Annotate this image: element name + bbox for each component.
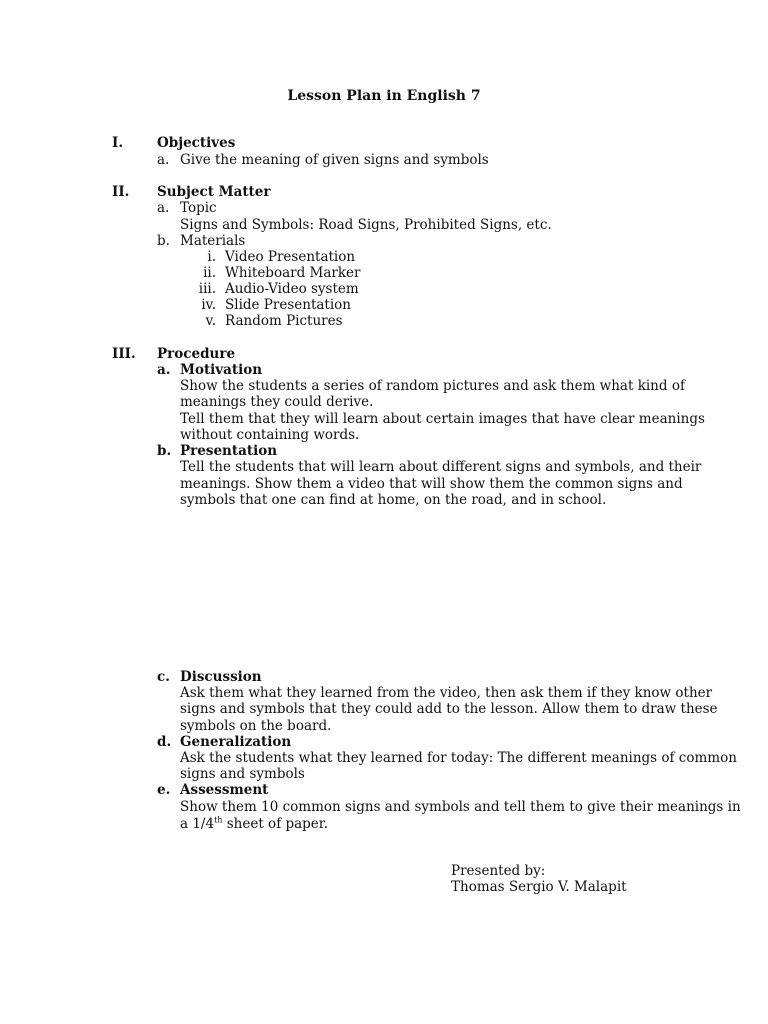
- paragraph-line: signs and symbols that they could add to the lesson. Allow them to draw these: [180, 701, 718, 717]
- material-item: Whiteboard Marker: [225, 265, 361, 281]
- list-marker: a.: [157, 152, 170, 168]
- paragraph-line: Tell them that they will learn about certain images that have clear meanings: [180, 411, 705, 427]
- paragraph-line: symbols that one can find at home, on the road, and in school.: [180, 492, 607, 508]
- material-item: Audio-Video system: [225, 281, 359, 297]
- materials-label: Materials: [180, 233, 246, 249]
- ordinal-superscript: th: [214, 815, 223, 825]
- roman-marker: iv.: [201, 297, 216, 313]
- subheading-generalization: Generalization: [180, 734, 292, 750]
- objective-item: Give the meaning of given signs and symbols: [180, 152, 489, 168]
- roman-marker: v.: [205, 313, 216, 329]
- paragraph-line: Show the students a series of random pictures and ask them what kind of: [180, 378, 685, 394]
- paragraph-line: Ask the students what they learned for today: The different meanings of common: [180, 750, 737, 766]
- section-numeral-subject-matter: II.: [112, 184, 130, 200]
- list-marker: a.: [157, 362, 171, 378]
- material-item: Random Pictures: [225, 313, 343, 329]
- paragraph-line: without containing words.: [180, 427, 360, 443]
- section-heading-subject-matter: Subject Matter: [157, 184, 271, 200]
- topic-text: Signs and Symbols: Road Signs, Prohibited Signs, etc.: [180, 217, 552, 233]
- list-marker: b.: [157, 443, 172, 459]
- material-item: Slide Presentation: [225, 297, 351, 313]
- paragraph-line: meanings they could derive.: [180, 394, 374, 410]
- document-title: Lesson Plan in English 7: [287, 88, 481, 104]
- paragraph-line: symbols on the board.: [180, 718, 332, 734]
- subheading-motivation: Motivation: [180, 362, 263, 378]
- paragraph-text: sheet of paper.: [222, 816, 329, 832]
- subheading-discussion: Discussion: [180, 669, 262, 685]
- roman-marker: ii.: [203, 265, 216, 281]
- roman-marker: iii.: [198, 281, 216, 297]
- list-marker: c.: [157, 669, 170, 685]
- subheading-presentation: Presentation: [180, 443, 278, 459]
- paragraph-line: meanings. Show them a video that will show them the common signs and: [180, 476, 683, 492]
- paragraph-line: [180, 816, 328, 832]
- section-heading-objectives: Objectives: [157, 135, 236, 151]
- subheading-assessment: Assessment: [180, 782, 269, 798]
- paragraph-line: Show them 10 common signs and symbols and tell them to give their meanings in: [180, 799, 741, 815]
- roman-marker: i.: [207, 249, 216, 265]
- paragraph-line: signs and symbols: [180, 766, 305, 782]
- list-marker: b.: [157, 233, 170, 249]
- paragraph-line: Tell the students that will learn about different signs and symbols, and their: [180, 459, 702, 475]
- presented-by-label: Presented by:: [451, 863, 546, 879]
- paragraph-line: Ask them what they learned from the video, then ask them if they know other: [180, 685, 713, 701]
- section-heading-procedure: Procedure: [157, 346, 236, 362]
- list-marker: a.: [157, 200, 170, 216]
- fraction-text: a 1/4: [180, 816, 215, 832]
- section-numeral-objectives: I.: [112, 135, 124, 151]
- list-marker: d.: [157, 734, 172, 750]
- topic-label: Topic: [180, 200, 217, 216]
- presenter-name: Thomas Sergio V. Malapit: [451, 879, 627, 895]
- list-marker: e.: [157, 782, 171, 798]
- material-item: Video Presentation: [225, 249, 356, 265]
- section-numeral-procedure: III.: [112, 346, 136, 362]
